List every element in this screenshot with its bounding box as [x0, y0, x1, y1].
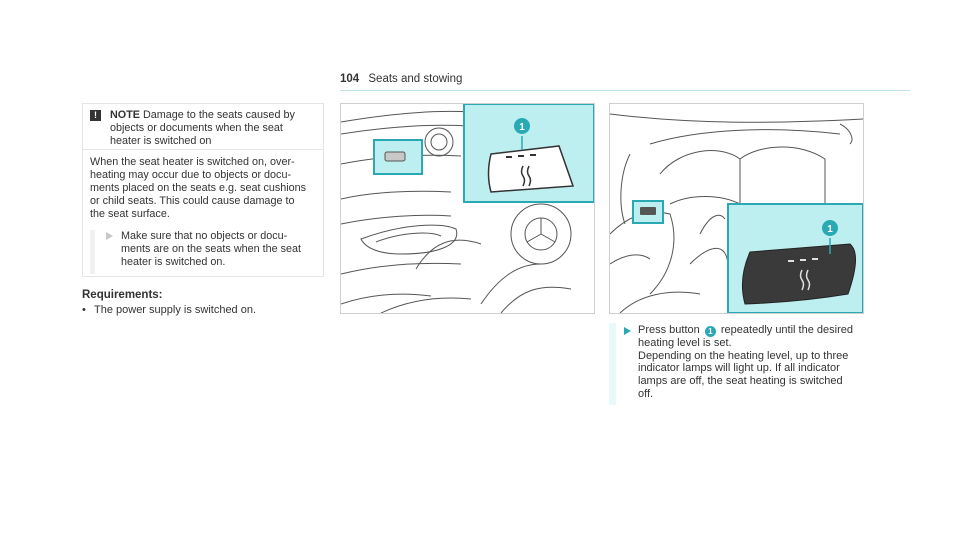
switch-key: [742, 244, 855, 304]
instruction-step: [609, 323, 862, 405]
door-panel-seat-heater-switch-illustration: [340, 103, 595, 314]
callout-marker: 1: [705, 326, 716, 337]
switch-key: [489, 146, 574, 192]
step-bar: [609, 323, 616, 405]
requirements-title: Requirements:: [82, 289, 163, 301]
section-title: Seats and stowing: [368, 73, 463, 85]
rear-seat-heater-switch-illustration: [609, 103, 864, 314]
callout-label: 1: [519, 122, 525, 133]
note-box: [82, 103, 324, 277]
note-body-line: ments placed on the seats e.g. seat cushions: [90, 182, 307, 194]
header-divider: [340, 90, 910, 91]
page-number: 104: [340, 73, 360, 85]
rear-seat-drawing: [610, 104, 863, 313]
note-action-line: Make sure that no objects or docu-: [121, 230, 288, 242]
step-text: [638, 324, 862, 401]
note-title-line: heater is switched on: [110, 135, 212, 147]
step-line: off.: [638, 387, 654, 400]
step-bar: [90, 230, 95, 274]
note-action-line: heater is switched on.: [121, 256, 226, 268]
step-line: repeatedly until the desired: [720, 324, 853, 336]
warning-exclamation-icon: !: [90, 110, 101, 121]
requirement-text: The power supply is switched on.: [94, 304, 257, 316]
note-action-text: [121, 230, 301, 269]
step-line: indicator lamps will light up. If all indicator: [638, 362, 840, 375]
action-arrow-icon: [106, 232, 113, 240]
note-body: [90, 156, 316, 221]
callout-label: 1: [827, 224, 833, 235]
step-line: heating level is set.: [638, 337, 732, 349]
page-header: [340, 73, 462, 85]
action-arrow-icon: [624, 327, 631, 335]
note-title: NOTE: [110, 109, 140, 121]
note-title-line: objects or documents when the seat: [110, 122, 283, 134]
step-line: Depending on the heating level, up to three: [638, 349, 849, 362]
bullet: •: [82, 304, 86, 316]
note-action-line: ments are on the seats when the seat: [121, 243, 302, 255]
requirement-item: [82, 304, 256, 316]
note-body-line: or child seats. This could cause damage to: [90, 195, 295, 207]
door-panel-drawing: [341, 104, 594, 313]
step-line: Press button: [638, 324, 700, 336]
note-body-line: When the seat heater is switched on, over-: [90, 156, 295, 168]
note-body-line: heating may occur due to objects or docu-: [90, 169, 292, 181]
note-header: [90, 109, 316, 151]
note-title-text: [110, 109, 295, 148]
step-line: lamps are off, the seat heating is switched: [638, 375, 843, 388]
note-divider: [83, 149, 323, 150]
note-body-line: the seat surface.: [90, 208, 170, 220]
note-title-line: Damage to the seats caused by: [143, 109, 295, 121]
